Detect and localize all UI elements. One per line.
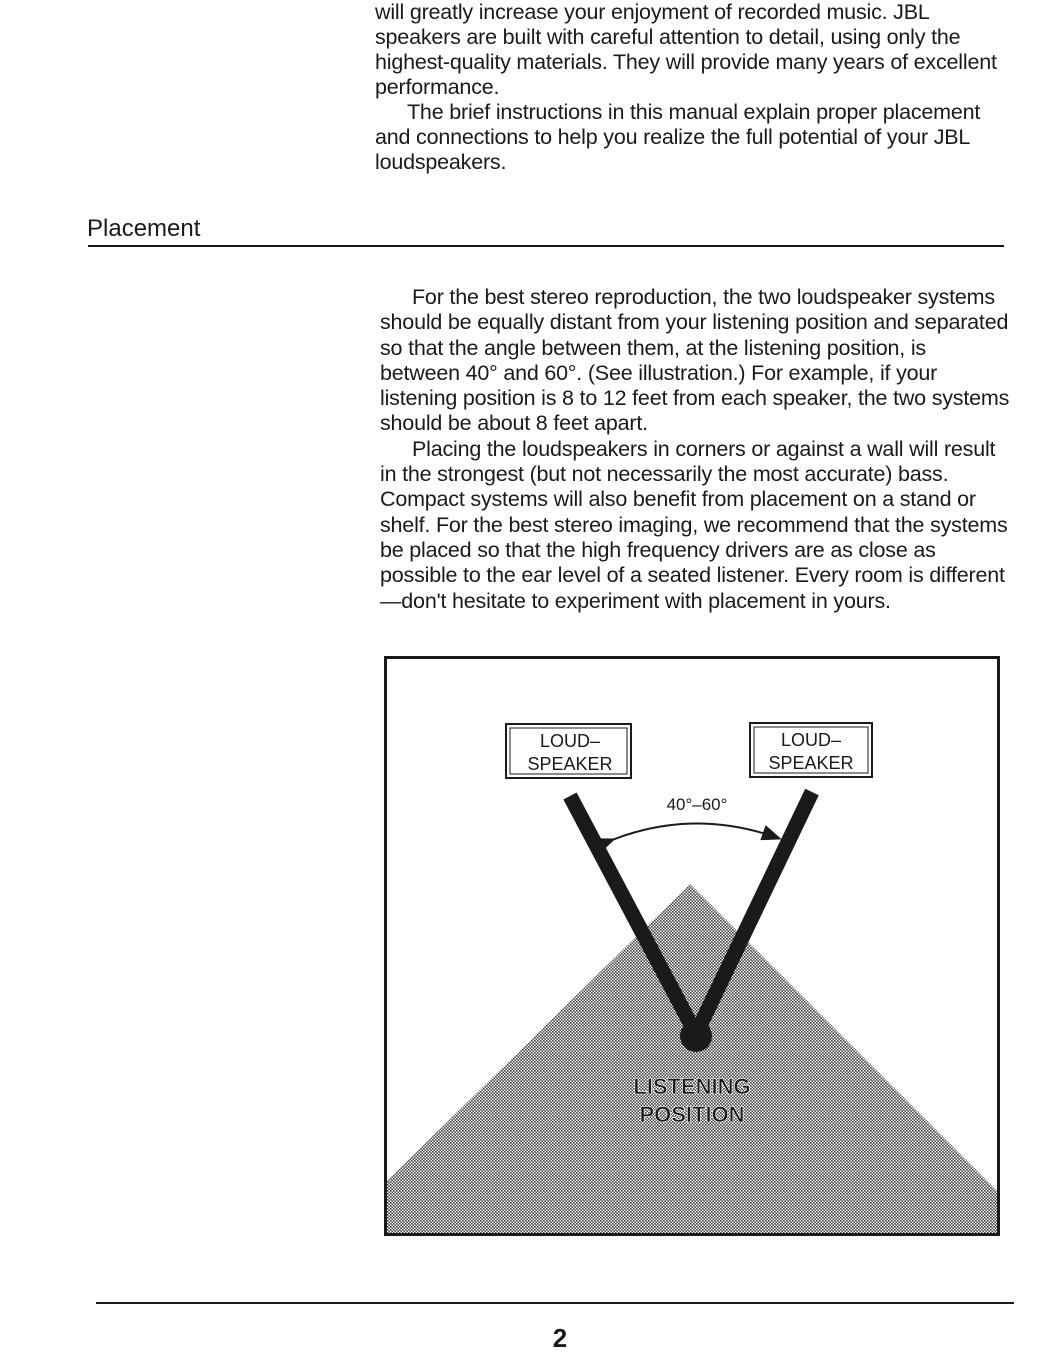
section-title: Placement bbox=[87, 215, 201, 242]
placement-text bbox=[380, 285, 1010, 614]
intro-paragraph-1: will greatly increase your enjoyment of recorded music. JBL speakers are built with careful attention to detail, using only the highest-quality materials. They will provide many years of excellent performance. bbox=[375, 0, 997, 99]
left-speaker-label-line2: SPEAKER bbox=[527, 754, 613, 774]
placement-paragraph-1: For the best stereo reproduction, the two loudspeaker systems should be equally distant from your listening position and separated so that the angle between them, at the listening position, is between 40° and 60°. (See illustration.) For example, if your listening position is 8 to 12 feet from each speaker, the two systems should be about 8 feet apart. bbox=[380, 285, 1010, 436]
page-number: 2 bbox=[552, 1323, 568, 1353]
right-loudspeaker bbox=[750, 723, 872, 777]
placement-diagram bbox=[384, 656, 1000, 1236]
section-divider bbox=[88, 245, 1004, 247]
footer-divider bbox=[96, 1302, 1014, 1304]
left-speaker-label-line1: LOUD– bbox=[539, 731, 601, 751]
right-speaker-label-line2: SPEAKER bbox=[768, 753, 854, 773]
right-speaker-label-line1: LOUD– bbox=[780, 730, 842, 750]
intro-text bbox=[375, 0, 1015, 175]
listening-label-line1: LISTENING bbox=[633, 1074, 751, 1099]
placement-paragraph-2: Placing the loudspeakers in corners or against a wall will result in the strongest (but not necessarily the most accurate) bass. Compact systems will also benefit from placement on a stand or shelf. For the best stereo imaging, we recommend that the systems be placed so that the high frequency drivers are as close as possible to the ear level of a seated listener. Every room is different—don't hesitate to experiment with placement in yours. bbox=[380, 436, 1008, 613]
listening-label-line2: POSITION bbox=[639, 1102, 745, 1127]
placement-illustration bbox=[384, 656, 1000, 1236]
left-loudspeaker bbox=[506, 724, 631, 778]
listener-head bbox=[680, 1020, 712, 1052]
angle-label: 40°–60° bbox=[666, 795, 728, 814]
intro-paragraph-2: The brief instructions in this manual explain proper placement and connections to help you realize the full potential of your JBL loudspeakers. bbox=[375, 100, 981, 174]
